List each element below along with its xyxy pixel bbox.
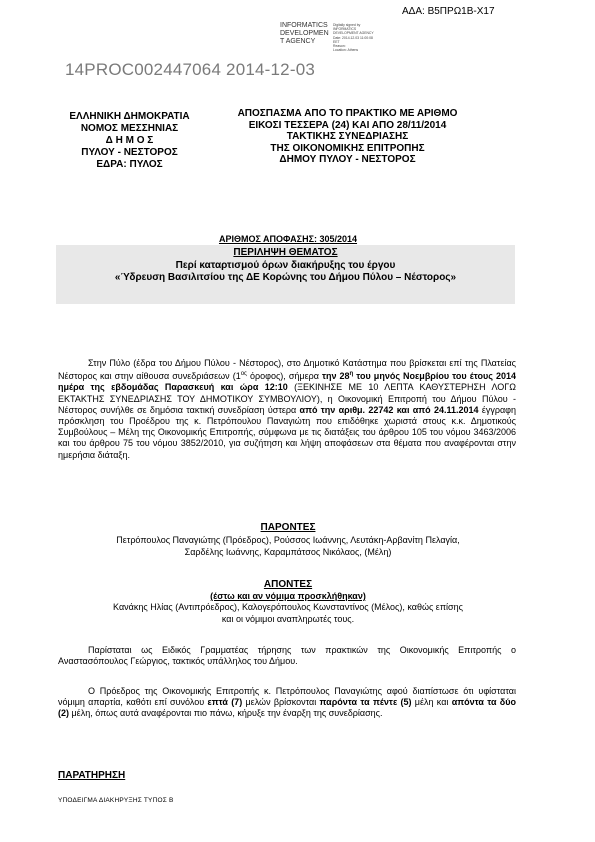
remark-heading: ΠΑΡΑΤΗΡΗΣΗ	[58, 770, 126, 781]
para-superscript: η	[349, 371, 354, 378]
absent-line: και οι νόμιμοι αναπληρωτές τους.	[221, 613, 355, 624]
signature-detail-line: DEVELOPMENT AGENCY	[333, 31, 374, 36]
signature-detail-line: INFORMATICS	[333, 27, 357, 32]
para-text: όροφος), σήμερα	[246, 371, 322, 382]
issuer-line: ΝΟΜΟΣ ΜΕΣΣΗΝΙΑΣ	[80, 123, 179, 134]
absent-subheading: (έστω και αν νόμιμα προσκλήθηκαν)	[210, 591, 366, 601]
title-line: ΕΙΚΟΣΙ ΤΕΣΣΕΡΑ (24) ΚΑΙ ΑΠΟ 28/11/2014	[248, 119, 447, 131]
secretary-paragraph	[58, 645, 516, 667]
issuer-line: ΕΛΛΗΝΙΚΗ ΔΗΜΟΚΡΑΤΙΑ	[69, 111, 190, 122]
summary-line: Περί καταρτισμού όρων διακήρυξης του έργου	[175, 259, 396, 271]
signature-details	[333, 23, 374, 52]
signature-detail-line: Location: Athens	[333, 48, 359, 53]
signature-org-line: DEVELOPMEN	[280, 30, 329, 37]
summary-heading: ΠΕΡΙΛΗΨΗ ΘΕΜΑΤΟΣ	[233, 247, 338, 258]
summary-line: «Ύδρευση Βασιλιτσίου της ΔΕ Κορώνης του Δήμου Πύλου – Νέστορος»	[114, 272, 457, 283]
para-bold: παρόντα τα πέντε (5)	[319, 697, 412, 708]
title-line: ΑΠΟΣΠΑΣΜΑ ΑΠΟ ΤΟ ΠΡΑΚΤΙΚΟ ΜΕ ΑΡΙΘΜΟ	[237, 108, 458, 119]
para-text: Στην Πύλο (έδρα του Δήμου Πύλου - Νέστορος), στο Δημοτικό Κατάστημα που βρίσκεται επί της Πλατείας Νέστορος και στην αίθουσα συνεδριάσεων (1	[58, 358, 516, 382]
digital-signature-stamp	[280, 22, 420, 56]
signature-org-line: T AGENCY	[280, 38, 316, 45]
title-line: ΤΑΚΤΙΚΗΣ ΣΥΝΕΔΡΙΑΣΗΣ	[286, 131, 409, 142]
footer-label: ΥΠΟΔΕΙΓΜΑ ΔΙΑΚΗΡΥΞΗΣ ΤΥΠΟΣ Β	[58, 797, 174, 804]
protocol-number-stamp: 14PROC002447064 2014-12-03	[65, 60, 315, 79]
para-text: (ΞΕΚΙΝΗΣΕ ΜΕ 10 ΛΕΠΤΑ ΚΑΘΥΣΤΕΡΗΣΗ ΛΟΓΩ ΕΚΤΑΚΤΗΣ ΣΥΝΕΔΡΙΑΣΗΣ ΤΟΥ ΔΗΜΟΤΙΚΟΥ ΣΥΜΒΟΥΛΙΟΥ), η Οικονομική Επιτροπή του Δήμου Πύλου - Νέστορος συνήλθε σε δημόσια τακτική συνεδρίαση ύστερα	[58, 382, 516, 415]
issuer-line: Δ Η Μ Ο Σ	[105, 135, 154, 146]
signature-detail-line: Reason:	[333, 44, 346, 49]
para-superscript: ος	[240, 371, 247, 378]
para-bold: επτά (7)	[207, 697, 243, 708]
signature-org-line: INFORMATICS	[280, 22, 328, 29]
signature-detail-line: Digitally signed by	[333, 23, 361, 27]
para-text: μελών βρίσκονται	[242, 697, 320, 708]
issuer-line: ΠΥΛΟΥ - ΝΕΣΤΟΡΟΣ	[81, 147, 178, 158]
ada-code: ΑΔΑ: Β5ΠΡΩ1Β-Χ17	[402, 6, 495, 17]
para-text: μέλη, όπως αυτά αναφέρονται πιο πάνω, κήρυξε την έναρξη της συνεδρίασης.	[69, 708, 383, 719]
issuer-line: ΕΔΡΑ: ΠΥΛΟΣ	[96, 159, 163, 170]
absent-heading: ΑΠΟΝΤΕΣ	[263, 579, 313, 590]
present-line: Σαρδέλης Ιωάννης, Καραμπάτσος Νικόλαος, (Μέλη)	[184, 546, 392, 557]
para-text: Ο Πρόεδρος της Οικονομικής Επιτροπής κ. Πετρόπουλος Παναγιώτης αφού διαπίστωσε ότι υφίσταται νόμιμη απαρτία, καθότι επί συνόλου	[58, 686, 516, 708]
present-members	[60, 535, 516, 558]
signature-detail-line: Date: 2014.12.03 11:00:08	[333, 35, 373, 40]
decision-number: ΑΡΙΘΜΟΣ ΑΠΟΦΑΣΗΣ: 305/2014	[218, 234, 358, 244]
document-title	[235, 108, 460, 166]
issuer-header	[52, 111, 207, 171]
title-line: ΔΗΜΟΥ ΠΥΛΟΥ - ΝΕΣΤΟΡΟΣ	[279, 154, 416, 165]
para-bold: του μηνός Νοεμβρίου του έτους 2014 ημέρα της εβδομάδας Παρασκευή και ώρα 12:10	[58, 371, 517, 393]
president-paragraph	[58, 686, 516, 720]
para-bold: απόντα τα δύο (2)	[58, 697, 516, 719]
signature-detail-line: EET	[333, 39, 340, 44]
para-bold: την 28	[321, 371, 350, 382]
present-heading: ΠΑΡΟΝΤΕΣ	[260, 522, 316, 533]
present-line: Πετρόπουλος Παναγιώτης (Πρόεδρος), Ρούσσος Ιωάννης, Λευτάκη-Αρβανίτη Πελαγία,	[116, 535, 460, 545]
para-text: Παρίσταται ως Ειδικός Γραμματέας τήρησης των πρακτικών της Οικονομικής Επιτροπής ο Αναστασόπουλος Γεώργιος, τακτικός υπάλληλος του Δήμου.	[58, 645, 516, 667]
title-line: ΤΗΣ ΟΙΚΟΝΟΜΙΚΗΣ ΕΠΙΤΡΟΠΗΣ	[270, 142, 425, 154]
absent-members	[60, 602, 516, 625]
signature-organization	[280, 22, 329, 46]
absent-line: Κανάκης Ηλίας (Αντιπρόεδρος), Καλογερόπουλος Κωνσταντίνος (Μέλος), καθώς επίσης	[113, 602, 463, 612]
summary-text	[56, 247, 515, 285]
para-text: μέλη και	[411, 697, 452, 708]
para-bold: από την αριθμ. 22742 και από 24.11.2014	[299, 404, 479, 415]
para-text: έγγραφη πρόσκληση του Προέδρου της κ. Πετρόπουλου Παναγιώτη που επιδόθηκε χωριστά στους κ.κ. Δημοτικούς Συμβούλους – Μέλη της Οικονομικής Επιτροπής, σύμφωνα με τις διατάξεις του άρθρου 105 του νόμου 3463/2006 και του άρθρου 75 του νόμου 3852/2010, για συζήτηση και λήψη αποφάσεων στα θέματα που αναφέρονται στην ημερήσια διάταξη.	[58, 404, 516, 460]
opening-paragraph	[58, 358, 516, 461]
